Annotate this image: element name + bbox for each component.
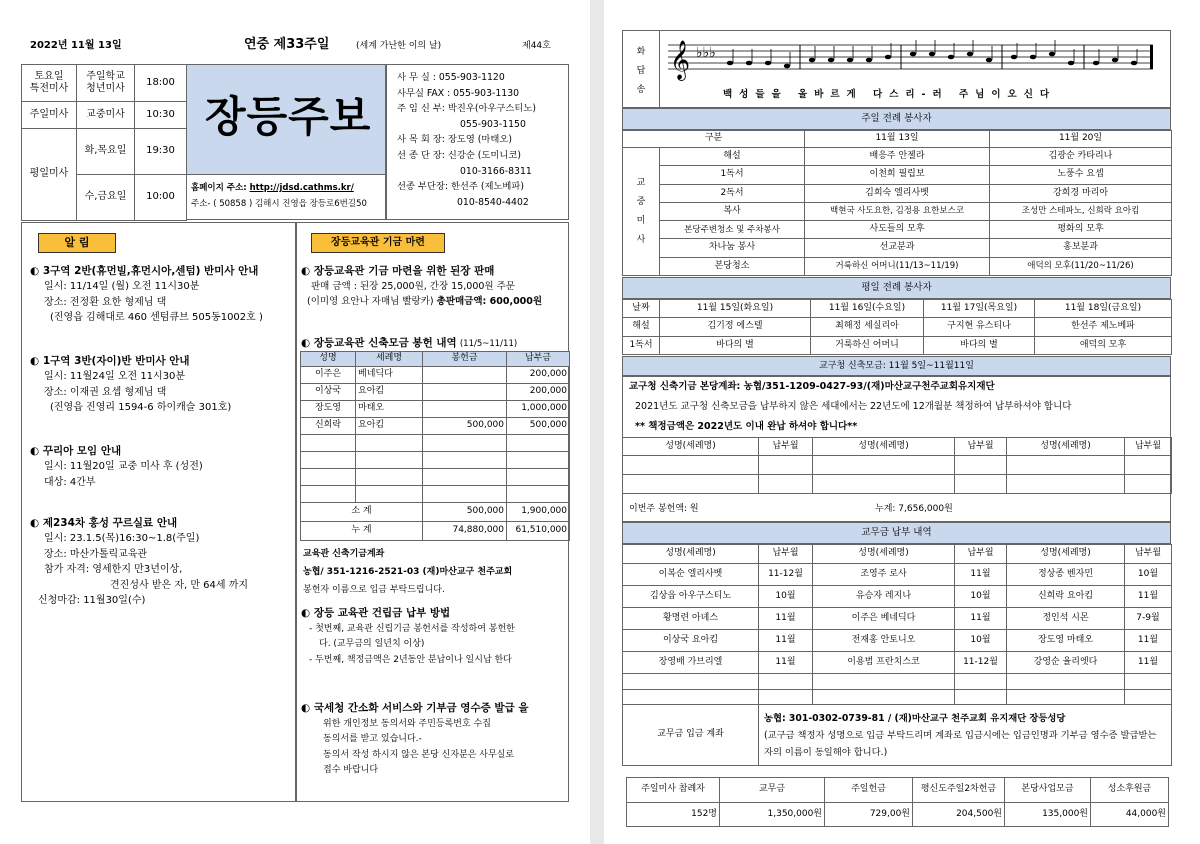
- table-row: 이복순 엘리사벳 11-12월 조영주 로사 11월 정상종 벤자민 10월: [623, 564, 1172, 586]
- table-row: 복사 백현국 사도요한, 김정용 요한보스코 조성만 스테파노, 신희락 요아킴: [623, 202, 1172, 220]
- schedule-cell: 10:00: [135, 175, 187, 221]
- schedule-cell: 18:00: [135, 65, 187, 102]
- note-head: [765, 61, 771, 66]
- psalm-box: [622, 30, 1171, 108]
- weekday-ministry-header: 평일 전례 봉사자: [622, 277, 1171, 299]
- donation-table: 성명 세례명 봉헌금 납부금 이주은 베네딕다 200,000 이상국 요아킴 200,000 장도영 마태오 1,000,000 신희락 요아킴 500,000 500,000 소 계 500,000 1,900,000 누 계 74,880,000 61,510,000: [300, 351, 570, 541]
- note-head: [948, 55, 954, 60]
- cumulative-offering: 누계: 7,656,000원: [875, 504, 953, 514]
- table-row: 이주은 베네딕다 200,000: [301, 367, 570, 384]
- dues-table: 성명(세례명) 납부월 성명(세례명) 납부월 성명(세례명) 납부월 이복순 엘리사벳 11-12월 조영주 로사 11월 정상종 벤자민 10월 김상읍 아우구스티노 10월 유승자 레지나 10월 신희락 요아킴 11월 황명련 아녜스 11월 이주은 베네딕다 11월 정인석 시몬 7-9월 이상국 요아킴 11월 전재홍 안토니오 10월 장도영 마태오 11월 장영배 가브리엘 11월 이용범 프란치스코 11-12월 강영순 율리엣다 11월: [622, 544, 1172, 705]
- diocese-deadline: ** 책정금액은 2022년도 이내 완납 하셔야 합니다**: [635, 421, 858, 432]
- note-head: [1093, 61, 1099, 66]
- note-head: [847, 58, 853, 63]
- side-label: 교 중 미 사: [623, 148, 660, 276]
- schedule-cell: 토요일 특전미사: [22, 65, 77, 102]
- table-row: 차나눔 봉사 선교분과 홍보분과: [623, 239, 1172, 257]
- contacts-box: [386, 64, 569, 220]
- homepage-box: [186, 175, 386, 220]
- note-head: [1049, 52, 1055, 57]
- note-head: [828, 58, 834, 63]
- table-row: 본당청소 거룩하신 어머니(11/13~11/19) 애덕의 모후(11/20~11/26): [623, 257, 1172, 275]
- homepage-link[interactable]: http://jdsd.cathms.kr/: [249, 183, 354, 193]
- contact-line: 사 목 회 장: 장도영 (마태오): [397, 134, 512, 146]
- this-week-offering: 이번주 봉헌액: 원: [629, 504, 699, 514]
- note-head: [1011, 55, 1017, 60]
- music-staff: [668, 37, 1168, 85]
- subtotal-row: 소 계 500,000 1,900,000: [301, 503, 570, 522]
- note-head: [885, 55, 891, 60]
- schedule-cell: 평일미사: [22, 129, 77, 221]
- table-row: 해설 김기정 에스텔 최해정 세실리아 구지현 유스티나 한선주 제노베파: [623, 318, 1172, 336]
- dues-account-info: 농협: 301-0302-0739-81 / (재)마산교구 천주교회 유지재단 장등성당 (교구금 책정자 성명으로 입금 부탁드리며 계좌로 입금시에는 입금인명과 기부금 영수증 발급받는 자의 이름이 동일해야 합니다.): [759, 705, 1172, 766]
- note-head: [809, 58, 815, 63]
- table-row: 이상국 요아킴 11월 전재홍 안토니오 10월 장도영 마태오 11월: [623, 630, 1172, 652]
- contact-line: 010-8540-4402: [457, 196, 529, 208]
- issue-number: 제44호: [522, 41, 551, 51]
- contact-line: 선종 부단장: 한선주 (제노베파): [397, 181, 525, 193]
- note-head: [1131, 61, 1137, 66]
- schedule-cell: 화,목요일: [77, 129, 135, 175]
- diocese-fund-box: [622, 376, 1171, 522]
- contact-line: 010-3166-8311: [460, 165, 532, 177]
- schedule-cell: 수,금요일: [77, 175, 135, 221]
- tax-notice: ◐ 국세청 간소화 서비스와 기부금 영수증 발급 을 위한 개인정보 동의서와 주민등록번호 수집 동의서를 받고 있습니다.- 동의서 작성 하시지 않은 본당 신자분은 사무실로 접수 바랍니다: [301, 702, 529, 775]
- fund-header: 장등교육관 기금 마련: [311, 233, 445, 253]
- final-barline: [1150, 45, 1153, 69]
- pay-method: ◐ 장등 교육관 건립금 납부 방법 - 첫번째, 교육관 신립기금 봉헌서를 작성하여 봉헌한 다. (교무금의 일년치 이상) - 두번째, 책정금액은 2년동안 분납이나 일시납 한다: [301, 607, 515, 665]
- note-head: [986, 58, 992, 63]
- notice-item: ◐ 3구역 2반(휴먼빌,휴먼시아,센텀) 반미사 안내 일시: 11/14일 (월) 오전 11시30분 장소: 전정환 요한 형제님 댁 (진영읍 김해대로 460 센텀큐브 505동1002호 ): [30, 265, 263, 324]
- contact-line: 055-903-1150: [460, 118, 526, 130]
- sunday-ministry-table: [622, 130, 1172, 276]
- note-head: [910, 52, 916, 57]
- treble-clef-icon: 𝄞: [670, 40, 691, 80]
- table-row: 장영배 가브리엘 11월 이용범 프란치스코 11-12월 강영순 율리엣다 11월: [623, 652, 1172, 674]
- homepage-label: 홈페이지 주소:: [191, 183, 247, 193]
- notices-header: 알 림: [38, 233, 116, 253]
- table-row: 김상읍 아우구스티노 10월 유승자 레지나 10월 신희락 요아킴 11월: [623, 586, 1172, 608]
- psalm-lyrics: 백성들을 올바르게 다스리-러 주님이오신다: [723, 89, 1057, 100]
- fund-account: 교육관 신축기금계좌 농협/ 351-1216-2521-03 (재)마산교구 천주교회 봉헌자 이름으로 입금 부탁드립니다.: [303, 549, 513, 595]
- diocese-fund-header: 교구청 신축모금: 11월 5일~11월11일: [622, 356, 1171, 376]
- table-row: 1독서 이천희 필립보 노풍수 요셉: [623, 166, 1172, 184]
- notice-item: ◐ 꾸리아 모임 안내 일시: 11월20일 교중 미사 후 (성전) 대상: 4간부: [30, 445, 203, 488]
- notices-panel: [21, 222, 296, 802]
- totals-table: 주일미사 참례자 교무금 주일헌금 평신도주일2차헌금 본당사업모금 성소후원금 152명 1,350,000원 729,00원 204,500원 135,000원 44,000원: [626, 777, 1169, 827]
- issue-date: 2022년 11월 13일: [30, 40, 122, 51]
- schedule-cell: 교중미사: [77, 102, 135, 129]
- title-box: [186, 64, 386, 175]
- table-row: 2독서 김희숙 엘리사벳 강희경 마리아: [623, 184, 1172, 202]
- table-row: 신희락 요아킴 500,000 500,000: [301, 418, 570, 435]
- table-row: 구분 11월 13일 11월 20일: [623, 131, 1172, 148]
- table-row: 황명련 아녜스 11월 이주은 베네딕다 11월 정인석 시몬 7-9월: [623, 608, 1172, 630]
- bulletin-right-page: [604, 0, 1200, 844]
- diocese-account: 교구청 신축기금 본당계좌: 농협/351-1209-0427-93/(재)마산교구천주교회유지재단: [629, 381, 995, 392]
- diocese-payer-table: 성명(세례명) 납부월 성명(세례명) 납부월 성명(세례명) 납부월: [622, 437, 1172, 494]
- totals-values-row: 152명 1,350,000원 729,00원 204,500원 135,000원 44,000원: [627, 802, 1169, 827]
- mass-schedule-table: [21, 64, 187, 221]
- schedule-cell: 주일미사: [22, 102, 77, 129]
- total-row: 누 계 74,880,000 61,510,000: [301, 522, 570, 541]
- key-signature-icon: ♭♭♭: [696, 45, 716, 61]
- address: 주소- ( 50858 ) 김해시 진영읍 장등로6번길50: [191, 198, 367, 209]
- note-head: [727, 61, 733, 66]
- sale-section: ◐ 장등교육관 기금 마련을 위한 된장 판매 판매 금액 : 된장 25,000원, 간장 15,000원 주문 (이미영 요안나 자매님 빨랑카) 총판매금액: 600,000원: [301, 265, 543, 307]
- table-row: 1독서 바다의 별 거룩하신 어머니 바다의 별 애덕의 모후: [623, 336, 1172, 354]
- table-row: 교 중 미 사 해설 배응주 안젤라 김광순 카타리나: [623, 148, 1172, 166]
- notice-item: ◐ 1구역 3반(자이)반 반미사 안내 일시: 11월24일 오전 11시30분 장소: 이재권 요셉 형제님 댁 (진영읍 진영리 1594-6 하이캐슬 301호): [30, 355, 232, 414]
- note-head: [1112, 58, 1118, 63]
- sunday-ministry-header: 주일 전례 봉사자: [622, 108, 1171, 130]
- note-head: [929, 52, 935, 57]
- contact-line: 사 무 실 : 055-903-1120: [397, 72, 505, 83]
- table-row: 본당주변청소 및 주차봉사 사도들의 모후 평화의 모후: [623, 221, 1172, 239]
- contact-line: 주 임 신 부: 박진우(아우구스티노): [397, 103, 536, 115]
- note-head: [1068, 61, 1074, 66]
- fund-panel: [296, 222, 569, 802]
- diocese-notice: 2021년도 교구청 신축모금을 납부하지 않은 세대에서는 22년도에 12개월분 책정하여 납부하셔야 합니다: [635, 401, 1072, 412]
- contact-line: 선 종 단 장: 신강순 (도미니코): [397, 149, 521, 161]
- schedule-cell: 19:30: [135, 129, 187, 175]
- table-row: 날짜 11월 15일(화요일) 11월 16일(수요일) 11월 17일(목요일) 11월 18일(금요일): [623, 300, 1172, 318]
- dues-header: 교무금 납부 내역: [622, 522, 1171, 544]
- contact-line: 사무실 FAX : 055-903-1130: [397, 87, 520, 99]
- psalm-label: 화 답 송: [623, 31, 660, 107]
- bulletin-title: 장등주보: [205, 92, 372, 141]
- schedule-cell: 주일학교 청년미사: [77, 65, 135, 102]
- liturgical-week: 연중 제33주일: [244, 37, 330, 52]
- note-head: [746, 61, 752, 66]
- bulletin-left-page: [0, 0, 590, 844]
- table-row: 이상국 요아킴 200,000: [301, 384, 570, 401]
- dues-account-label: 교무금 입금 계좌: [623, 705, 759, 766]
- schedule-cell: 10:30: [135, 102, 187, 129]
- note-head: [784, 64, 790, 69]
- weekday-ministry-table: [622, 299, 1172, 355]
- donation-title: ◐ 장등교육관 신축모금 봉헌 내역 (11/5~11/11): [301, 337, 518, 349]
- note-head: [1030, 55, 1036, 60]
- note-head: [967, 52, 973, 57]
- dues-account-table: [622, 704, 1172, 766]
- notice-item: ◐ 제234차 홍성 꾸르실료 안내 일시: 23.1.5(목)16:30~1.8(주일) 장소: 마산가톨릭교육관 참가 자격: 영세한지 만3년이상, 견진성사 받은 자, 만 64세 까지 신청마감: 11월30일(수): [30, 517, 249, 607]
- note-head: [866, 58, 872, 63]
- table-row: 장도영 마태오 1,000,000: [301, 401, 570, 418]
- week-note: (세계 가난한 이의 날): [356, 41, 442, 51]
